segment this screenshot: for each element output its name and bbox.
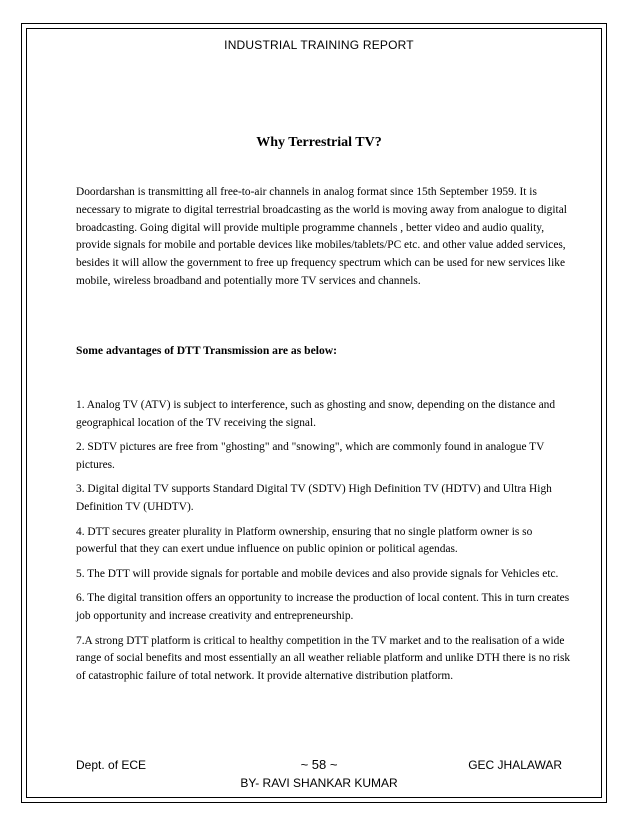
footer-department: Dept. of ECE [76,758,147,772]
list-item: 7.A strong DTT platform is critical to healthy competition in the TV market and to the realisation of a wide range of social benefits and most essentially an all weather reliable platform and unlike DTH there is no risk of catastrophic failure of total network. It provide alternative distribution platform. [76,634,571,682]
list-item: 6. The digital transition offers an opportunity to increase the production of local content. This in turn creates job opportunity and increase creativity and entrepreneurship. [76,592,570,622]
footer-college: GEC JHALAWAR [468,758,562,772]
list-item: 3. Digital digital TV supports Standard Digital TV (SDTV) High Definition TV (HDTV) and Ultra High Definition TV (UHDTV). [76,483,552,513]
section-title: Why Terrestrial TV? [256,135,382,150]
footer-page-number: ~ 58 ~ [300,757,338,772]
intro-paragraph: Doordarshan is transmitting all free-to-air channels in analog format since 15th September 1959. It is necessary to migrate to digital terrestrial broadcasting as the world is moving away from analogue to digital broadcasting. Going digital will provide multiple programme channels , better video and audio quality, provide signals for mobile and portable devices like mobiles/tablets/PC etc. and other value added services, besides it will allow the government to free up frequency spectrum which can be used for new services like mobile, wireless broadband and potentially more TV services and channels. [76,186,567,287]
list-item: 5. The DTT will provide signals for portable and mobile devices and also provide signals for Vehicles etc. [76,567,559,580]
list-item: 4. DTT secures greater plurality in Platform ownership, ensuring that no single platform owner is so powerful that they can exert undue influence on public opinion or political agendas. [76,525,533,556]
advantages-list [76,397,576,692]
list-item: 2. SDTV pictures are free from "ghosting" and "snowing", which are commonly found in analogue TV pictures. [76,441,545,471]
page-header: INDUSTRIAL TRAINING REPORT [224,38,414,52]
list-item: 1. Analog TV (ATV) is subject to interference, such as ghosting and snow, depending on the distance and geographical location of the TV receiving the signal. [76,399,556,429]
footer-byline: BY- RAVI SHANKAR KUMAR [240,776,398,790]
advantages-subheading: Some advantages of DTT Transmission are as below: [76,344,337,357]
